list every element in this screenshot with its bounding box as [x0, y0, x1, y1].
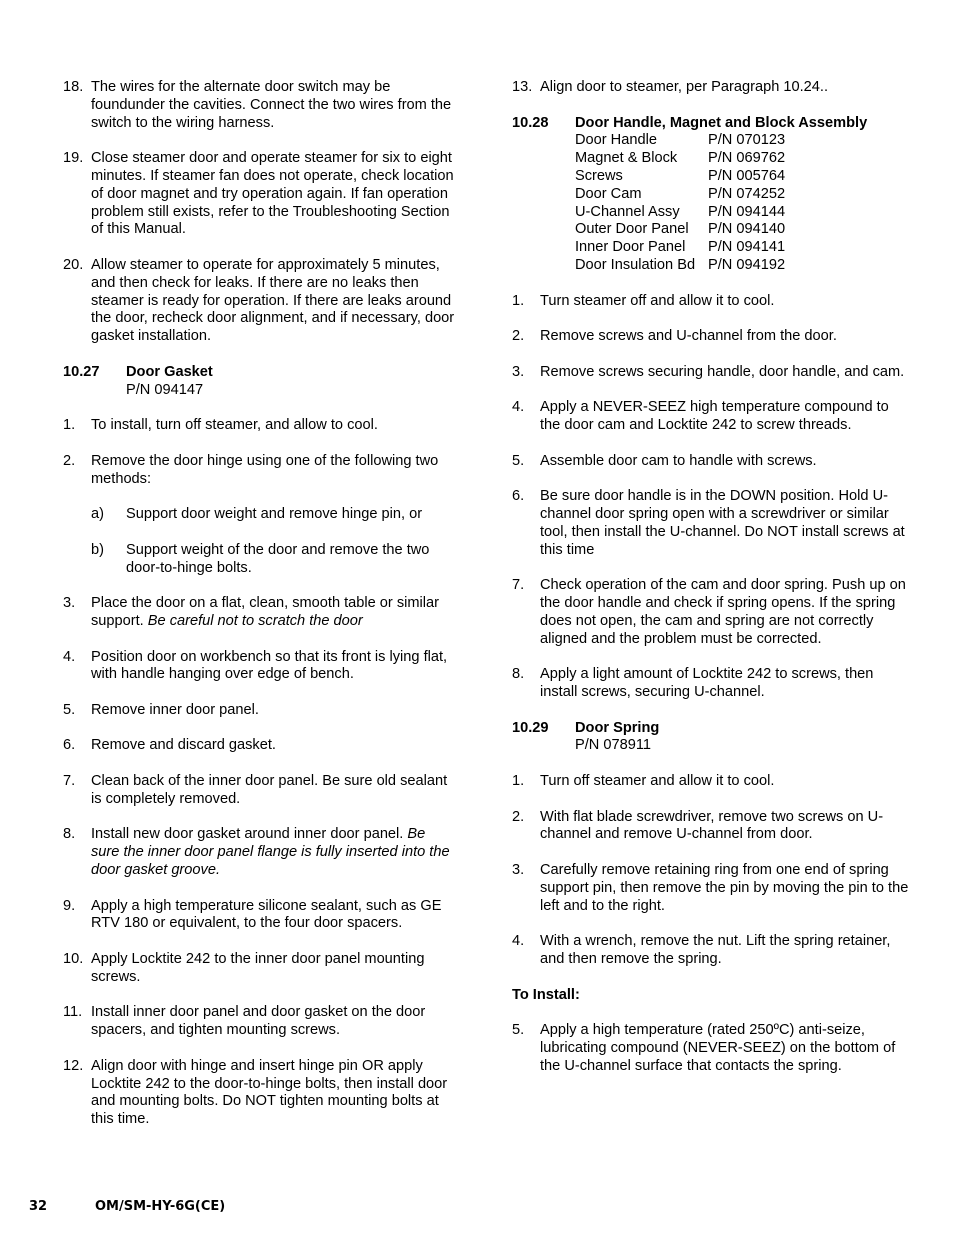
step-text — [91, 595, 455, 631]
part-name: Screws — [575, 167, 623, 184]
section-body — [126, 364, 213, 400]
step-text: Install inner door panel and door gasket on the door spacers, and tighten mounting screws. — [91, 1004, 426, 1039]
list-item — [63, 1058, 455, 1129]
list-item — [512, 773, 912, 791]
step-number: 8. — [512, 666, 525, 683]
list-item — [512, 293, 912, 311]
part-number: P/N 005764 — [708, 167, 786, 184]
document-id: OM/SM-HY-6G(CE) — [95, 1199, 226, 1214]
sub-step-letter: a) — [91, 506, 104, 523]
step-text: To install, turn off steamer, and allow to cool. — [91, 417, 378, 434]
parts-list — [575, 132, 867, 274]
list-item — [512, 809, 912, 845]
step-number: 8. — [63, 826, 76, 843]
part-name: Magnet & Block — [575, 150, 678, 167]
step-text: Apply a NEVER-SEEZ high temperature compound to the door cam and Locktite 242 to screw threads. — [540, 399, 889, 434]
section-body — [575, 115, 867, 275]
step-text: Turn steamer off and allow it to cool. — [540, 292, 775, 309]
part-name: Inner Door Panel — [575, 239, 686, 256]
step-text: Position door on workbench so that its front is lying flat, with handle hanging over edge of bench. — [91, 648, 448, 683]
sub-step-text: Support weight of the door and remove the two door-to-hinge bolts. — [126, 541, 430, 576]
step-text: Remove screws and U-channel from the door. — [540, 328, 837, 345]
step-number: 5. — [512, 1022, 525, 1039]
list-item — [63, 951, 455, 987]
list-item — [63, 79, 455, 132]
list-item — [63, 649, 455, 685]
list-item — [63, 595, 455, 631]
list-item — [63, 826, 455, 879]
section-number: 10.28 — [512, 114, 549, 131]
step-number: 6. — [512, 488, 525, 505]
step-text-italic: Be careful not to scratch the door — [147, 612, 363, 629]
part-number: P/N 078911 — [575, 737, 651, 754]
list-item — [512, 453, 912, 471]
step-text: Align door to steamer, per Paragraph 10.24.. — [540, 79, 828, 95]
part-number: P/N 094144 — [708, 203, 786, 220]
step-number: 19. — [63, 150, 84, 167]
step-text: Align door with hinge and insert hinge pin OR apply Locktite 242 to the door-to-hinge bolts, then install door and mounting bolts. Do NOT tighten mounting bolts at this time. — [91, 1057, 448, 1128]
section-number: 10.29 — [512, 719, 549, 736]
part-number: P/N 094140 — [708, 221, 786, 238]
step-number: 1. — [512, 773, 525, 790]
sub-list-item — [91, 542, 455, 578]
step-number: 3. — [63, 595, 76, 612]
part-number: P/N 069762 — [708, 150, 786, 167]
section-title: Door Gasket — [126, 363, 213, 380]
to-install-heading: To Install: — [512, 986, 580, 1003]
step-number: 11. — [63, 1004, 83, 1021]
step-text: Assemble door cam to handle with screws. — [540, 452, 817, 469]
step-text: Remove and discard gasket. — [91, 737, 276, 754]
part-name: Door Handle — [575, 132, 657, 149]
step-number: 10. — [63, 951, 84, 968]
step-number: 2. — [63, 452, 76, 469]
step-number: 6. — [63, 737, 76, 754]
step-number: 5. — [63, 701, 76, 718]
part-name: Door Insulation Bd — [575, 256, 696, 273]
step-text: Remove screws securing handle, door handle, and cam. — [540, 363, 905, 380]
part-number: P/N 094192 — [708, 256, 786, 273]
step-number: 2. — [512, 808, 525, 825]
step-text: Apply a light amount of Locktite 242 to screws, then install screws, securing U-channel. — [540, 666, 874, 701]
step-text: Close steamer door and operate steamer for six to eight minutes. If steamer fan does not operate, check location of door magnet and try operation again. If fan operation problem still exists, refer to the Troubleshooting Section of this Manual. — [91, 150, 454, 238]
step-number: 12. — [63, 1057, 84, 1074]
step-text: With flat blade screwdriver, remove two screws on U-channel and remove U-channel from door. — [540, 808, 884, 843]
step-text: With a wrench, remove the nut. Lift the spring retainer, and then remove the spring. — [540, 933, 891, 968]
part-number: P/N 070123 — [708, 132, 786, 149]
part-name: Door Cam — [575, 185, 642, 202]
step-number: 4. — [512, 933, 525, 950]
step-number: 7. — [63, 773, 76, 790]
list-item — [512, 1022, 912, 1075]
step-text: The wires for the alternate door switch may be foundunder the cavities. Connect the two wires from the switch to the wiring harness. — [91, 79, 452, 131]
step-text: Apply a high temperature (rated 250ºC) anti-seize, lubricating compound (NEVER-SEEZ) on the bottom of the U-channel surface that contacts the spring. — [540, 1022, 896, 1074]
list-item — [63, 737, 455, 755]
list-item — [512, 328, 912, 346]
part-number: P/N 094141 — [708, 239, 786, 256]
step-text — [91, 826, 455, 879]
section-title: Door Spring — [575, 719, 660, 736]
step-number: 9. — [63, 897, 76, 914]
list-item — [63, 773, 455, 809]
step-number: 2. — [512, 328, 525, 345]
list-item — [63, 257, 455, 346]
step-number: 1. — [63, 417, 76, 434]
right-column — [512, 79, 912, 1093]
part-number: P/N 094147 — [126, 381, 204, 398]
list-item — [63, 453, 455, 489]
list-item — [63, 150, 455, 239]
section-number: 10.27 — [63, 363, 100, 380]
step-text-plain: Place the door on a flat, clean, smooth table or similar support. — [91, 595, 439, 629]
step-text: Check operation of the cam and door spring. Push up on the door handle and check if spring opens. If the spring does not open, the cam and spring are not correctly aligned and the problem must be corrected. — [540, 577, 906, 647]
section-door-handle-assembly — [512, 115, 912, 275]
step-number: 3. — [512, 862, 525, 879]
step-text: Allow steamer to operate for approximately 5 minutes, and then check for leaks. If there are no leaks then steamer is ready for operation. If there are leaks around the door, recheck door alignment, and if necessary, door gasket installation. — [91, 256, 455, 345]
step-number: 20. — [63, 256, 84, 273]
list-item — [512, 933, 912, 969]
step-number: 13. — [512, 79, 533, 95]
step-text: Apply a high temperature silicone sealant, such as GE RTV 180 or equivalent, to the four door spacers. — [91, 897, 442, 932]
list-item — [63, 1004, 455, 1040]
list-item — [63, 417, 455, 435]
step-text: Be sure door handle is in the DOWN position. Hold U-channel door spring open with a screwdriver or similar tool, then install the U-channel. Do NOT install screws at this time — [540, 488, 905, 558]
step-number: 4. — [63, 648, 76, 665]
part-number: P/N 074252 — [708, 185, 786, 202]
list-item — [512, 666, 912, 702]
list-item — [512, 79, 912, 97]
part-name: U-Channel Assy — [575, 203, 680, 220]
section-body — [575, 720, 659, 756]
section-door-spring — [512, 720, 912, 756]
list-item — [63, 702, 455, 720]
list-item — [512, 399, 912, 435]
step-number: 4. — [512, 399, 525, 416]
step-number: 7. — [512, 577, 525, 594]
sub-list-item — [91, 506, 455, 524]
list-item — [512, 862, 912, 915]
step-number: 3. — [512, 363, 525, 380]
step-text: Clean back of the inner door panel. Be sure old sealant is completely removed. — [91, 773, 448, 807]
step-text: Apply Locktite 242 to the inner door panel mounting screws. — [91, 951, 425, 985]
list-item — [63, 898, 455, 934]
step-number: 5. — [512, 452, 525, 469]
step-text: Carefully remove retaining ring from one end of spring support pin, then remove the pin by moving the pin to the left and to the right. — [540, 862, 909, 914]
step-number: 18. — [63, 79, 84, 95]
step-text: Remove the door hinge using one of the following two methods: — [91, 452, 439, 487]
page-number: 32 — [29, 1199, 48, 1214]
step-text-plain: Install new door gasket around inner door panel. — [91, 826, 408, 843]
step-text-italic: Be sure the inner door panel flange is fully inserted into the door gasket groove. — [91, 826, 450, 879]
list-item — [512, 364, 912, 382]
left-column — [63, 79, 455, 1147]
section-title: Door Handle, Magnet and Block Assembly — [575, 114, 868, 131]
list-item — [512, 577, 912, 648]
sub-step-text: Support door weight and remove hinge pin, or — [126, 506, 423, 523]
list-item — [512, 488, 912, 559]
step-text: Remove inner door panel. — [91, 701, 259, 718]
step-text: Turn off steamer and allow it to cool. — [540, 773, 775, 790]
sub-step-letter: b) — [91, 541, 104, 558]
section-door-gasket — [63, 364, 455, 400]
part-name: Outer Door Panel — [575, 221, 689, 238]
step-number: 1. — [512, 292, 525, 309]
